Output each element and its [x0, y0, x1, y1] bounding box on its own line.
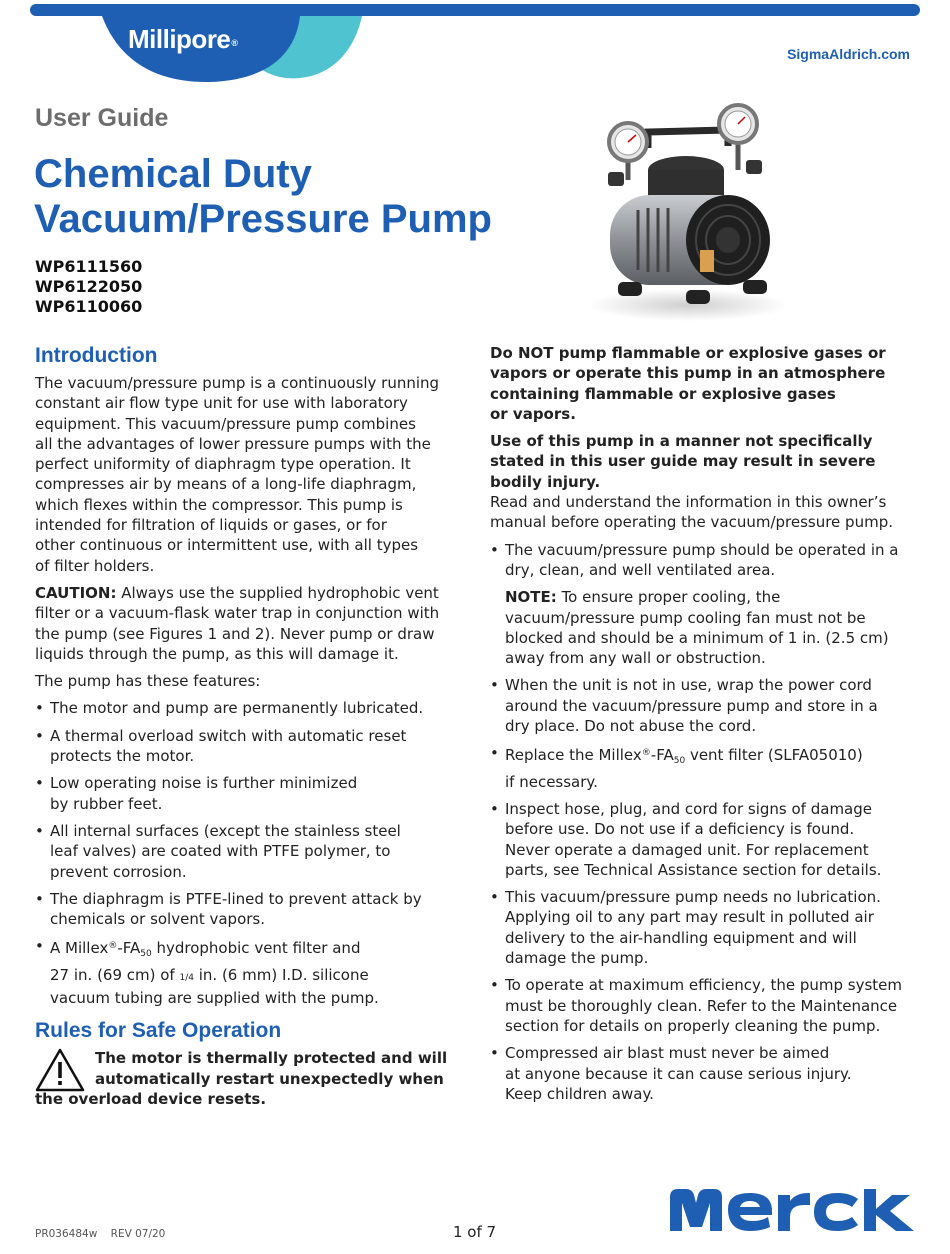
- model-number: WP6111560: [35, 257, 143, 276]
- warning-triangle-icon: [35, 1048, 85, 1092]
- merck-logo: [670, 1189, 916, 1231]
- list-item: • A thermal overload switch with automatic reset protects the motor.: [35, 726, 455, 767]
- left-column: [35, 343, 455, 1109]
- safety-heading: Rules for Safe Operation: [35, 1019, 282, 1043]
- list-item: • Compressed air blast must never be aimed at anyone because it can cause serious injury. Keep children away.: [490, 1043, 915, 1104]
- caution-label: CAUTION:: [35, 583, 117, 602]
- list-item: • Inspect hose, plug, and cord for signs of damage before use. Do not use if a deficiency is found. Never operate a damaged unit. For replacement parts, see Technical Assistance section for details.: [490, 799, 915, 880]
- brand-logo: Millipore®: [128, 24, 238, 54]
- note-label: NOTE:: [505, 588, 557, 607]
- cooling-note: NOTE: To ensure proper cooling, the vacuum/pressure pump cooling fan must not be blocked and should be a minimum of 1 in. (2.5 cm) away from any wall or obstruction.: [505, 588, 889, 668]
- caution-paragraph: CAUTION: Always use the supplied hydrophobic vent filter or a vacuum-flask water trap in conjunction with the pump (see Figures 1 and 2). Never pump or draw liquids through the pump, as this will damage it.: [35, 583, 440, 663]
- website-link[interactable]: SigmaAldrich.com: [787, 46, 910, 62]
- pump-product-image: [578, 100, 803, 330]
- right-column: [490, 343, 915, 1111]
- list-item: • Replace the $Millex®-FA_{50}$ vent filter (SLFA05010) if necessary.: [490, 743, 915, 792]
- safety-rules-list-continued: [490, 675, 915, 1104]
- list-item: • The vacuum/pressure pump should be operated in a dry, clean, and well ventilated area.: [490, 540, 915, 581]
- model-number: WP6122050: [35, 277, 143, 296]
- introduction-heading: Introduction: [35, 344, 158, 367]
- list-item: • To operate at maximum efficiency, the pump system must be thoroughly clean. Refer to the Maintenance section for details on properly cleaning the pump.: [490, 975, 915, 1036]
- model-numbers: [35, 257, 142, 317]
- list-item: • A $Millex®-FA_{50}$ hydrophobic vent filter and 27 in. (69 cm) of 1/4 in. (6 mm) I.D. silicone vacuum tubing are supplied with the pump.: [35, 936, 455, 1008]
- document-code: PR036484w REV 07/20: [35, 1228, 166, 1240]
- model-number: WP6110060: [35, 297, 143, 316]
- features-intro: The pump has these features:: [35, 672, 261, 691]
- safety-rules-list: [490, 540, 915, 581]
- list-item: • The motor and pump are permanently lubricated.: [35, 698, 455, 718]
- thermal-warning: The motor is thermally protected and will automatically restart unexpectedly when the overload device resets.: [35, 1049, 448, 1108]
- document-title: Chemical Duty Vacuum/Pressure Pump: [34, 152, 492, 241]
- list-item: • The diaphragm is PTFE-lined to prevent attack by chemicals or solvent vapors.: [35, 889, 455, 930]
- list-item: • All internal surfaces (except the stainless steel leaf valves) are coated with PTFE polymer, to prevent corrosion.: [35, 821, 455, 882]
- page-number: 1 of 7: [453, 1223, 497, 1241]
- document-type: User Guide: [35, 104, 169, 132]
- misuse-warning: Use of this pump in a manner not specifically stated in this user guide may result in severe bodily injury.: [490, 432, 876, 491]
- features-list: [35, 698, 455, 1008]
- list-item: • Low operating noise is further minimized by rubber feet.: [35, 773, 455, 814]
- list-item: • When the unit is not in use, wrap the power cord around the vacuum/pressure pump and store in a dry place. Do not abuse the cord.: [490, 675, 915, 736]
- flammable-warning: Do NOT pump flammable or explosive gases or vapors or operate this pump in an atmosphere containing flammable or explosive gases or vapors.: [490, 344, 886, 423]
- list-item: • This vacuum/pressure pump needs no lubrication. Applying oil to any part may result in polluted air delivery to the air-handling equipment and will damage the pump.: [490, 887, 915, 968]
- introduction-paragraph: The vacuum/pressure pump is a continuously running constant air flow type unit for use with laboratory equipment. This vacuum/pressure pump combines all the advantages of lower pressure pumps with the perfect uniformity of diaphragm type operation. It compresses air by means of a long-life diaphragm, which flexes within the compressor. This pump is intended for filtration of liquids or gases, or for other continuous or intermittent use, with all types of filter holders.: [35, 374, 440, 575]
- read-manual-paragraph: Read and understand the information in this owner’s manual before operating the vacuum/pressure pump.: [490, 493, 893, 532]
